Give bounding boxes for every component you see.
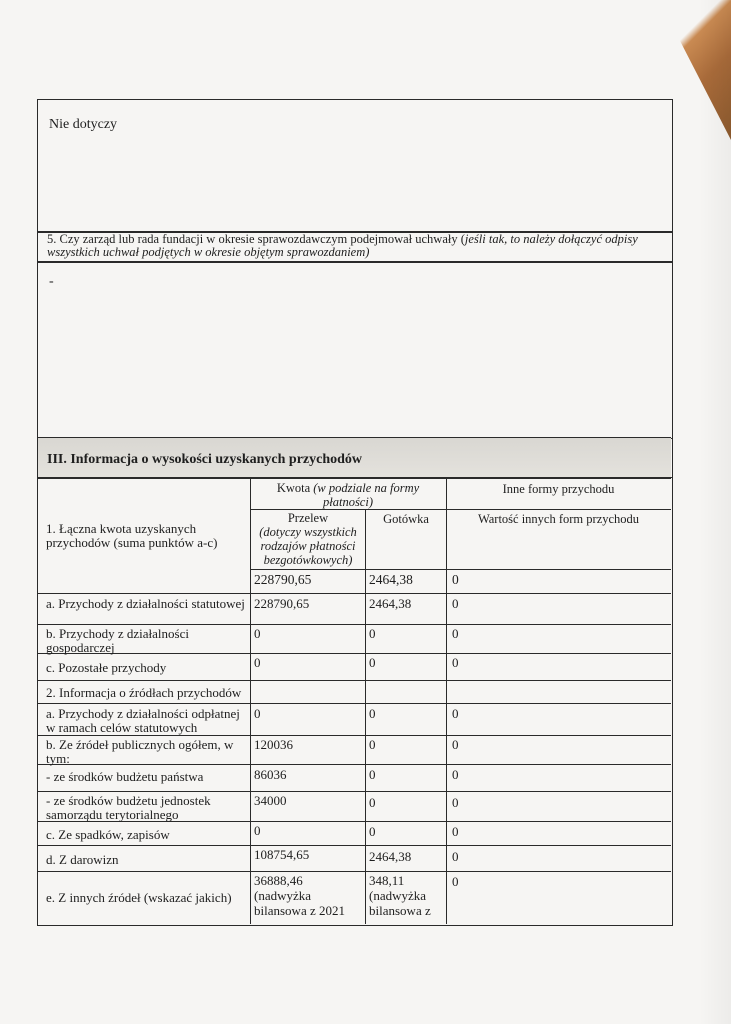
table-row-line xyxy=(37,703,671,704)
table-row-line xyxy=(37,680,671,681)
src-d-przelew: 108754,65 xyxy=(254,847,310,862)
table-col-line xyxy=(250,477,251,924)
src-jst-gotowka: 0 xyxy=(369,795,376,810)
row-a-inne: 0 xyxy=(452,596,459,611)
header-kwota-text: Kwota xyxy=(276,481,311,495)
row-a-label: a. Przychody z działalności statutowej xyxy=(46,596,245,611)
src-d-label: d. Z darowizn xyxy=(46,852,119,867)
header-kwota-italic: (w podziale na formy płatności) xyxy=(313,481,420,509)
row1-przelew: 228790,65 xyxy=(254,572,312,587)
src-e-przelew: 36888,46 (nadwyżka bilansowa z 2021 xyxy=(254,873,345,918)
table-col-line xyxy=(365,509,366,924)
row-b-inne: 0 xyxy=(452,626,459,641)
row1-label: 1. Łączna kwota uzyskanych przychodów (suma punktów a-c) xyxy=(46,521,218,550)
header-przelew xyxy=(252,511,364,567)
row-b-przelew: 0 xyxy=(254,626,261,641)
table-row-line xyxy=(250,569,671,570)
row-a-gotowka: 2464,38 xyxy=(369,596,412,611)
section4-answer: Nie dotyczy xyxy=(49,117,118,132)
src-b-gotowka: 0 xyxy=(369,737,376,752)
row1-inne: 0 xyxy=(452,572,459,587)
src-c-inne: 0 xyxy=(452,824,459,839)
table-row-line xyxy=(37,735,671,736)
src-d-inne: 0 xyxy=(452,849,459,864)
row1-gotowka: 2464,38 xyxy=(369,572,413,587)
src-b-label: b. Ze źródeł publicznych ogółem, w tym: xyxy=(46,737,234,766)
table-row-line xyxy=(250,509,671,510)
table-row-line xyxy=(37,871,671,872)
src-b-przelew: 120036 xyxy=(254,737,293,752)
src-c-gotowka: 0 xyxy=(369,824,376,839)
src-budzet-label: - ze środków budżetu państwa xyxy=(46,769,204,784)
src-a-gotowka: 0 xyxy=(369,706,376,721)
row-a-przelew: 228790,65 xyxy=(254,596,310,611)
src-b-inne: 0 xyxy=(452,737,459,752)
src-e-label: e. Z innych źródeł (wskazać jakich) xyxy=(46,890,232,905)
src-jst-przelew: 34000 xyxy=(254,793,287,808)
header-przelew-italic: (dotyczy wszystkich rodzajów płatności bezgotówkowych) xyxy=(259,525,357,567)
header-kwota xyxy=(252,481,444,509)
section5-question-italic: jeśli tak, to należy dołączyć odpisy wszystkich uchwał podjętych w okresie objętym sprawozdaniem) xyxy=(47,232,638,259)
src-c-przelew: 0 xyxy=(254,823,261,838)
header-inne: Inne formy przychodu xyxy=(502,482,615,496)
paper-edge-shadow xyxy=(699,0,731,1024)
section5-question-text: 5. Czy zarząd lub rada fundacji w okresie sprawozdawczym podejmował uchwały ( xyxy=(47,232,465,246)
row-c-gotowka: 0 xyxy=(369,655,376,670)
section3-title: III. Informacja o wysokości uzyskanych przychodów xyxy=(47,452,363,467)
src-a-inne: 0 xyxy=(452,706,459,721)
header-przelew-text: Przelew xyxy=(287,511,329,525)
table-row-line xyxy=(37,845,671,846)
section5-answer-box xyxy=(37,261,673,439)
row-c-przelew: 0 xyxy=(254,655,261,670)
section5-answer: - xyxy=(49,274,54,289)
src-a-label: a. Przychody z działalności odpłatnej w ramach celów statutowych xyxy=(46,706,240,735)
src-budzet-przelew: 86036 xyxy=(254,767,287,782)
header-gotowka: Gotówka xyxy=(383,512,429,526)
src-a-przelew: 0 xyxy=(254,706,261,721)
src-jst-inne: 0 xyxy=(452,795,459,810)
section4-box xyxy=(37,99,673,233)
table-row-line xyxy=(37,624,671,625)
table-col-line xyxy=(446,477,447,924)
src-jst-label: - ze środków budżetu jednostek samorządu terytorialnego xyxy=(46,793,211,822)
table-row-line xyxy=(37,593,671,594)
section5-question xyxy=(47,233,669,259)
row-c-label: c. Pozostałe przychody xyxy=(46,660,167,675)
src-d-gotowka: 2464,38 xyxy=(369,849,412,864)
src-c-label: c. Ze spadków, zapisów xyxy=(46,827,170,842)
row2-label: 2. Informacja o źródłach przychodów xyxy=(46,685,242,700)
row-b-label: b. Przychody z działalności gospodarczej xyxy=(46,626,189,655)
src-budzet-inne: 0 xyxy=(452,767,459,782)
row-c-inne: 0 xyxy=(452,655,459,670)
row-b-gotowka: 0 xyxy=(369,626,376,641)
src-e-inne: 0 xyxy=(452,874,459,889)
src-e-gotowka: 348,11 (nadwyżka bilansowa z xyxy=(369,873,431,918)
src-budzet-gotowka: 0 xyxy=(369,767,376,782)
header-wartosc: Wartość innych form przychodu xyxy=(477,512,640,526)
table-row-line xyxy=(37,791,671,792)
